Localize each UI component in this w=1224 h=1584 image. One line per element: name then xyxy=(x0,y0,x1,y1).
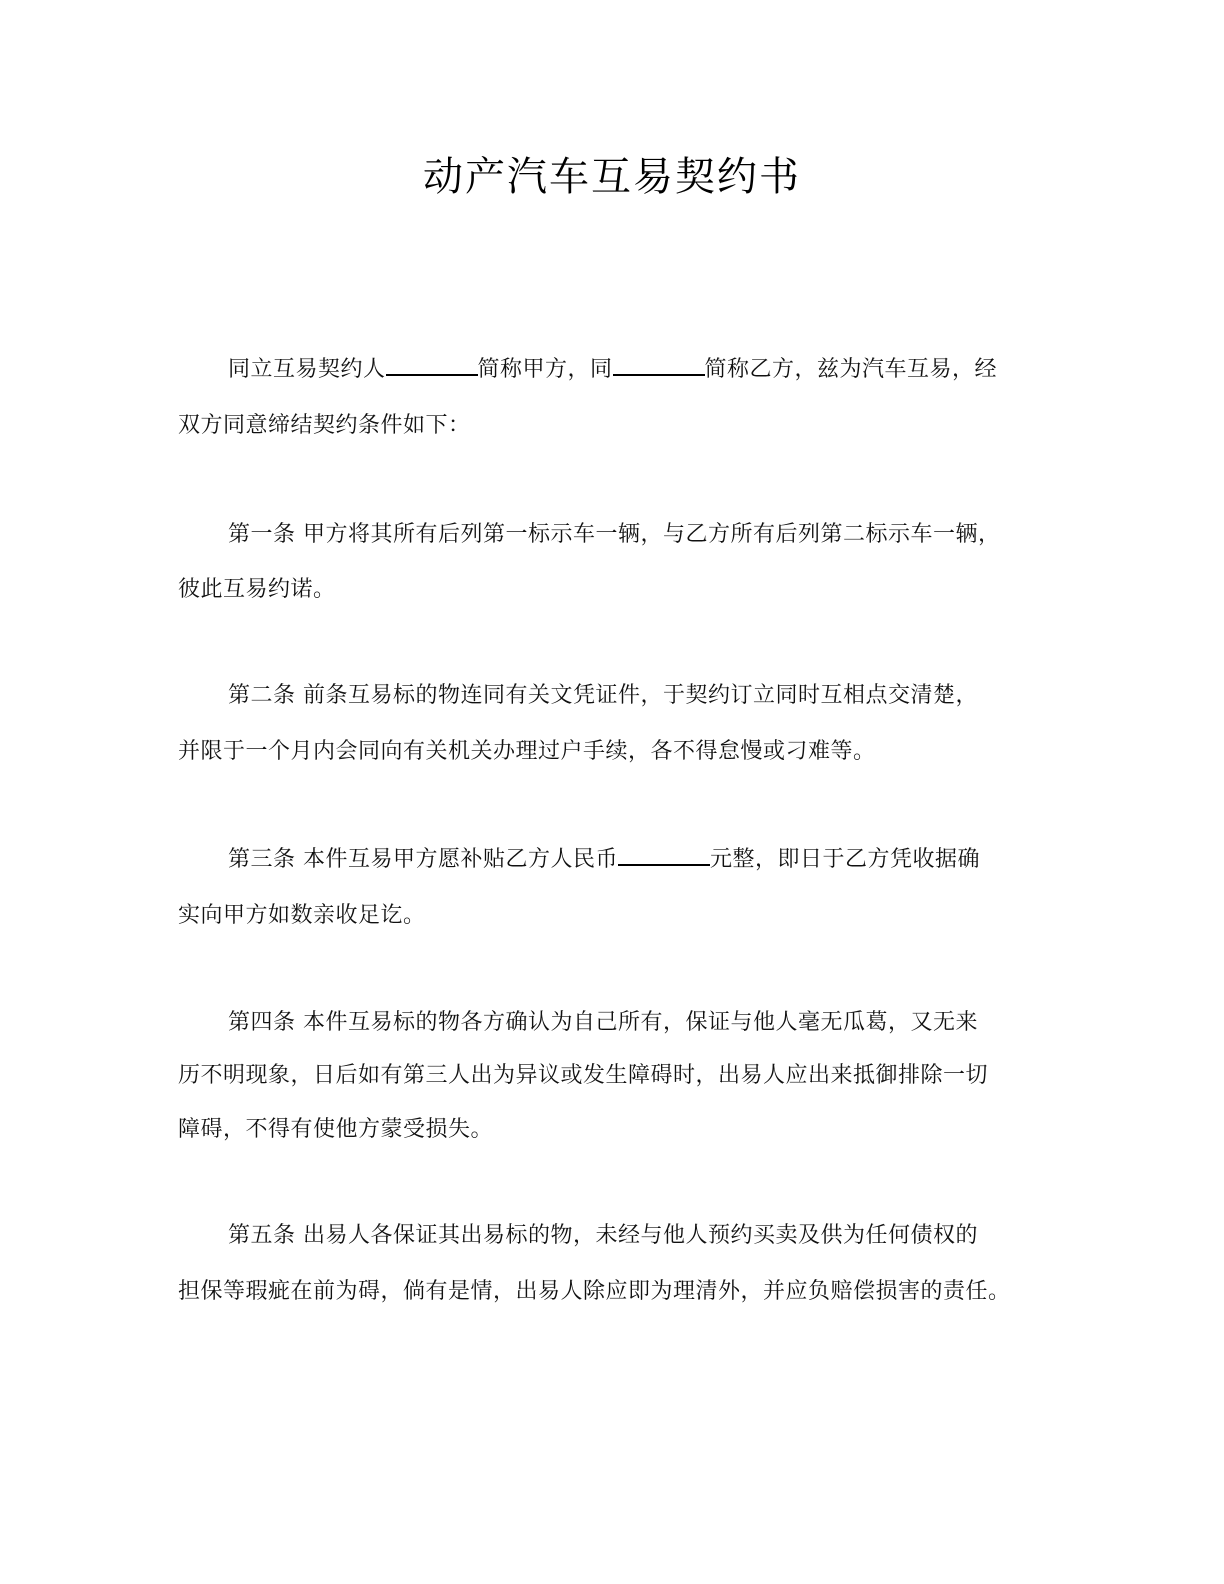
intro-text: 简称乙方，兹为汽车互易，经 xyxy=(704,357,998,382)
intro-text: 简称甲方，同 xyxy=(477,357,613,382)
article-text: 本件互易标的物各方确认为自己所有，保证与他人毫无瓜葛，又无来 xyxy=(303,1010,979,1035)
article-label: 第二条 xyxy=(228,683,296,708)
article-text: 甲方将其所有后列第一标示车一辆，与乙方所有后列第二标示车一辆， xyxy=(303,522,1001,547)
document-title: 动产汽车互易契约书 xyxy=(423,154,801,200)
article-text: 本件互易甲方愿补贴乙方人民币 xyxy=(303,847,619,872)
article-4-line-2: 历不明现象，日后如有第三人出为异议或发生障碍时，出易人应出来抵御排除一切 xyxy=(178,1063,989,1088)
article-2-line-1 xyxy=(228,678,978,709)
article-1-line-2: 彼此互易约诺。 xyxy=(178,577,336,602)
intro-text: 同立互易契约人 xyxy=(228,357,386,382)
article-1-line-1 xyxy=(228,517,1001,548)
article-4-line-3: 障碍，不得有使他方蒙受损失。 xyxy=(178,1117,494,1142)
article-5-line-2: 担保等瑕疵在前为碍，倘有是情，出易人除应即为理清外，并应负赔偿损害的责任。 xyxy=(178,1279,1011,1304)
party-a-blank xyxy=(386,356,478,376)
party-b-blank xyxy=(613,356,705,376)
article-text: 元整，即日于乙方凭收据确 xyxy=(710,847,981,872)
article-label: 第一条 xyxy=(228,522,296,547)
article-label: 第三条 xyxy=(228,847,296,872)
article-3-line-1 xyxy=(228,842,980,873)
amount-blank xyxy=(618,846,710,866)
article-2-line-2: 并限于一个月内会同向有关机关办理过户手续，各不得怠慢或刁难等。 xyxy=(178,739,876,764)
article-5-line-1 xyxy=(228,1218,978,1249)
article-4-line-1 xyxy=(228,1005,978,1036)
article-label: 第四条 xyxy=(228,1010,296,1035)
article-text: 前条互易标的物连同有关文凭证件，于契约订立同时互相点交清楚， xyxy=(303,683,979,708)
intro-line-1 xyxy=(228,352,997,383)
intro-line-2: 双方同意缔结契约条件如下： xyxy=(178,413,471,438)
article-text: 出易人各保证其出易标的物，未经与他人预约买卖及供为任何债权的 xyxy=(303,1223,979,1248)
article-3-line-2: 实向甲方如数亲收足讫。 xyxy=(178,903,426,928)
article-label: 第五条 xyxy=(228,1223,296,1248)
